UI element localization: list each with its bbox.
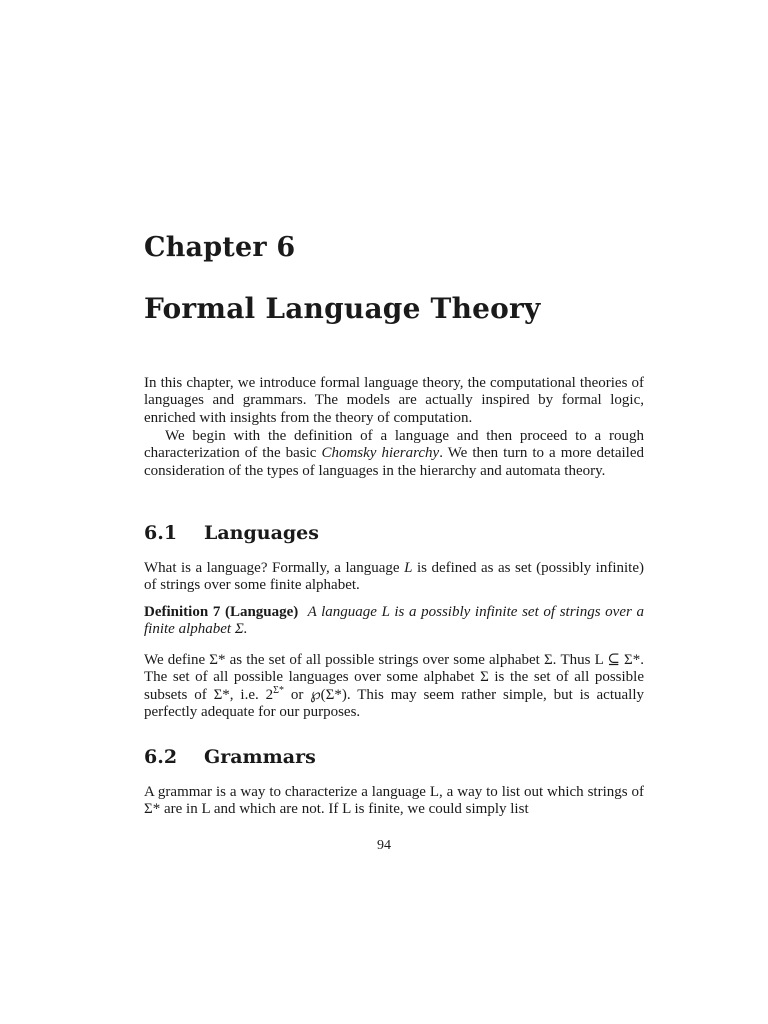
section-number: 6.1	[144, 522, 178, 544]
definition-label: Definition 7 (Language)	[144, 604, 299, 620]
intro-p2-text-b: . We then turn to a more detailed consideration of the types of languages in the hierarchy and automata theory.	[144, 445, 645, 479]
grammars-p1-text: A grammar is a way to characterize a language L, a way to list out which strings of Σ* are in L and which are not. If L is finite, we could simply list	[144, 784, 644, 818]
section-title: Grammars	[204, 746, 316, 768]
chapter-title: Formal Language Theory	[144, 292, 541, 325]
section-heading-grammars	[144, 746, 316, 768]
intro-paragraph-1	[144, 375, 644, 427]
section-heading-languages	[144, 522, 319, 544]
languages-paragraph-2	[144, 652, 644, 722]
languages-p1-text-b: is defined as as set (possibly infinite) of strings over some finite alphabet.	[144, 560, 644, 594]
chomsky-hierarchy-emphasis: Chomsky hierarchy	[321, 445, 440, 462]
page-number: 94	[377, 838, 391, 853]
grammars-paragraph-1	[144, 784, 644, 819]
languages-paragraph-1	[144, 560, 644, 595]
section-title: Languages	[204, 522, 319, 544]
chapter-label: Chapter 6	[144, 232, 296, 263]
power-set-superscript: Σ*	[273, 684, 284, 696]
languages-p2-text-b: or ℘(Σ*). This may seem rather simple, but is actually perfectly adequate for our purposes.	[144, 686, 644, 721]
section-number: 6.2	[144, 746, 178, 768]
variable-L: L	[404, 560, 413, 576]
intro-p1-text: In this chapter, we introduce formal language theory, the computational theories of languages and grammars. The models are actually inspired by formal logic, enriched with insights from the theory of computation.	[144, 375, 644, 426]
intro-p2-text-a: We begin with the definition of a language and then proceed to a rough characterization of the basic	[144, 428, 644, 462]
languages-p1-text-a: What is a language? Formally, a language	[144, 560, 405, 576]
intro-paragraph-2	[144, 428, 644, 480]
definition-body: A language L is a possibly infinite set of strings over a finite alphabet Σ.	[144, 604, 644, 638]
definition-7	[144, 604, 644, 639]
languages-p2-text-a: We define Σ* as the set of all possible strings over some alphabet Σ. Thus L ⊆ Σ*. The set of all possible languages over some alphabet Σ is the set of all possible subsets of Σ*, i.e. 2	[144, 652, 644, 703]
